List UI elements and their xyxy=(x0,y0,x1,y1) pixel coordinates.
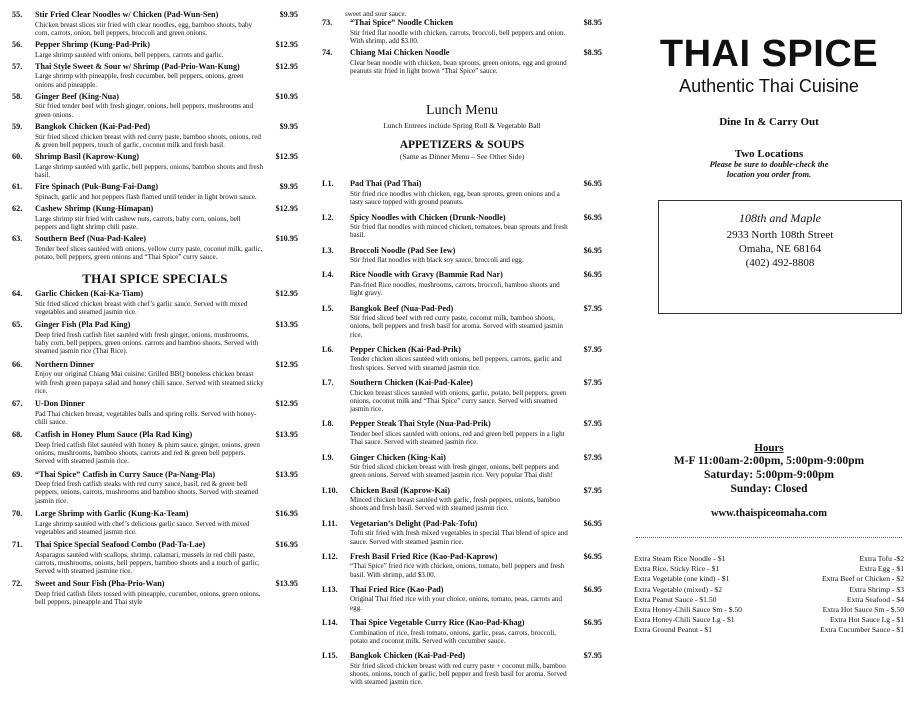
item-description: Spinach, garlic and hot peppers flash flamed until tender in light brown sauce. xyxy=(35,192,257,201)
menu-item xyxy=(12,289,298,316)
item-number: L2. xyxy=(322,212,334,222)
item-number: 64. xyxy=(12,289,23,299)
item-description: Deep fried fresh catfish steaks with red curry sauce, basil, red & green bell peppers, onions, carrots, mushrooms and bamboo shoots. Served with steamed jasmin rice. xyxy=(35,480,259,505)
item-description: Combination of rice, fresh tomato, onions, garlic, peas, carrots, broccoli, potato and coconut milk. Served with cucumber sauce. xyxy=(350,628,557,645)
item-number: L11. xyxy=(322,518,338,528)
menu-item xyxy=(322,519,602,546)
dotted-divider xyxy=(636,537,902,538)
menu-item xyxy=(322,618,602,645)
item-description: Pan-fried Rice noodles, mushrooms, carrots, broccoli, bamboo shoots and light gravy. xyxy=(350,280,560,298)
item-description: Large shrimp stir fried with cashew nuts, carrots, baby corn, onions, bell peppers and light shrimp chili paste. xyxy=(35,214,241,231)
item-number: 73. xyxy=(322,18,333,28)
item-price: $13.95 xyxy=(275,320,298,330)
dine-in-carry-out: Dine In & Carry Out xyxy=(719,116,819,128)
item-price: $6.95 xyxy=(583,179,602,189)
item-number: L7. xyxy=(322,378,334,388)
menu-column-2 xyxy=(322,0,602,692)
item-number: 71. xyxy=(12,540,23,550)
item-price: $9.95 xyxy=(279,10,298,19)
menu-item xyxy=(12,430,298,465)
hours-saturday: Saturday: 5:00pm-9:00pm xyxy=(703,469,834,481)
extra-option: Extra Vegetable (one kind) - $1 xyxy=(634,574,730,584)
item-number: 65. xyxy=(12,320,23,330)
item-name: Southern Chicken (Kai-Pad-Kalee) xyxy=(350,378,473,388)
lunch-menu-subtitle: Lunch Entrees include Spring Roll & Vegetable Ball xyxy=(383,121,541,131)
item-number: L14. xyxy=(322,618,338,627)
extra-option: Extra Hot Sauce Sm - $.50 xyxy=(822,605,904,615)
menu-item xyxy=(12,122,298,149)
item-description: Stir fried rice noodles with chicken, egg, bean sprouts, green onions and a tasty sauce topped with ground peanuts. xyxy=(350,189,560,207)
item-name: Thai Spice Vegetable Curry Rice (Kao-Pad-Khag) xyxy=(350,618,525,627)
restaurant-name: THAI SPICE xyxy=(659,33,879,75)
item-number: 58. xyxy=(12,91,23,101)
item-price: $12.95 xyxy=(275,61,298,71)
item-price: $7.95 xyxy=(583,651,602,661)
item-description: Stir fried flat noodle with chicken, carrots, broccoli, bell peppers and onion. With shrimp, add $3.00. xyxy=(350,28,566,46)
location-street: 2933 North 108th Street xyxy=(726,229,834,241)
item-number: L12. xyxy=(322,551,338,561)
item-description: Stir fried flat noodles with minced chicken, tomatoes, bean sprouts and fresh basil. xyxy=(350,223,568,240)
item-description: Large shrimp sautéed with chef’s delicious garlic sauce. Served with mixed vegetables and steamed jasmin rice. xyxy=(35,519,250,536)
menu-item xyxy=(12,399,298,426)
item-description: Stir fried sliced chicken breast with chef’s garlic sauce. Served with mixed vegetables and steamed jasmin rice. xyxy=(35,299,248,317)
item-description: Tender chicken slices sautéed with onions, bell peppers, carrots, garlic and fresh spices. Served with steamed jasmin rice. xyxy=(350,355,562,372)
item-number: 69. xyxy=(12,469,23,479)
menu-item xyxy=(12,40,298,59)
menu-item xyxy=(12,540,298,575)
location-city: Omaha, NE 68164 xyxy=(738,243,822,255)
item-name: Vegetarian’s Delight (Pad-Pak-Tofu) xyxy=(350,518,478,528)
extra-option: Extra Honey-Chili Sauce Lg - $1 xyxy=(634,615,735,625)
appetizers-title: APPETIZERS & SOUPS xyxy=(399,139,525,152)
extras-list xyxy=(628,554,910,636)
item-name: Garlic Chicken (Kai-Ka-Tiam) xyxy=(35,289,144,299)
item-description: Clear bean noodle with chicken, bean sprouts, green onions, egg and ground peanuts stir fried in light brown “Thai Spice” sauce. xyxy=(350,58,567,76)
website-link[interactable]: www.thaispiceomaha.com xyxy=(710,508,828,519)
extra-option: Extra Rice, Sticky Rice - $1 xyxy=(634,564,720,574)
item-price: $6.95 xyxy=(583,551,602,561)
menu-item xyxy=(322,486,602,513)
item-price: $7.95 xyxy=(583,378,602,388)
item-number: L13. xyxy=(322,584,338,594)
item-name: Pad Thai (Pad Thai) xyxy=(350,179,422,189)
extra-option: Extra Ground Peanut - $1 xyxy=(634,625,713,635)
menu-item xyxy=(322,651,602,686)
menu-item xyxy=(322,48,602,75)
dinner-items-list xyxy=(12,10,298,261)
item-name: Sweet and Sour Fish (Pha-Prio-Wan) xyxy=(35,579,165,589)
item-name: Pepper Shrimp (Kung-Pad-Prik) xyxy=(35,40,150,50)
item-price: $16.95 xyxy=(275,540,298,550)
item-name: “Thai Spice” Noodle Chicken xyxy=(350,18,454,28)
item-number: 61. xyxy=(12,182,23,192)
item-number: L10. xyxy=(322,485,338,495)
item-number: 70. xyxy=(12,509,23,518)
menu-item xyxy=(322,419,602,446)
item-name: Broccoli Noodle (Pad See Iew) xyxy=(350,245,456,255)
menu-item xyxy=(322,453,602,480)
menu-item xyxy=(12,62,298,89)
item-description: Tender beef slices sautéed with onions, yellow curry paste, coconut milk, garlic, potato, bell peppers, green onions and “Thai Spice” curry sauce. xyxy=(35,244,263,261)
extra-option: Extra Peanut Sauce - $1.50 xyxy=(634,594,717,604)
item-price: $7.95 xyxy=(583,485,602,495)
item-description: “Thai Spice” fried rice with chicken, onions, tomato, bell peppers and fresh basil. With shrimp, add $3.00. xyxy=(350,562,565,579)
item-name: Northern Dinner xyxy=(35,359,95,369)
location-note-line-1: Please be sure to double-check the xyxy=(709,160,829,169)
lunch-items-list xyxy=(322,179,602,686)
item-number: 63. xyxy=(12,234,23,244)
restaurant-tagline: Authentic Thai Cuisine xyxy=(679,76,859,96)
item-price: $7.95 xyxy=(583,303,602,313)
item-number: 56. xyxy=(12,40,23,50)
menu-item xyxy=(322,304,602,339)
item-name: Fire Spinach (Puk-Bung-Fai-Dang) xyxy=(35,182,159,192)
menu-item xyxy=(12,182,298,201)
item-price: $6.95 xyxy=(583,518,602,528)
item-number: 67. xyxy=(12,399,23,409)
item-number: L9. xyxy=(322,452,334,462)
location-box xyxy=(658,200,902,314)
location-note-line-2: location you order from. xyxy=(726,170,812,179)
item-price: $12.95 xyxy=(275,399,298,409)
item-number: 60. xyxy=(12,152,23,162)
item-description: Stir fried flat noodles with black soy sauce, broccoli and egg. xyxy=(350,256,524,265)
location-title: 108th and Maple xyxy=(739,211,821,225)
continued-description: sweet and sour sauce. xyxy=(345,10,407,18)
item-price: $13.95 xyxy=(275,430,298,440)
specials-title: THAI SPICE SPECIALS xyxy=(82,271,228,287)
item-price: $8.95 xyxy=(583,18,602,28)
extra-option: Extra Tofu -$2 xyxy=(859,554,904,563)
location-phone: (402) 492-8808 xyxy=(745,257,815,269)
menu-column-1 xyxy=(12,0,298,611)
extra-option: Extra Beef or Chicken - $2 xyxy=(821,574,904,584)
item-number: 68. xyxy=(12,430,23,440)
item-name: Bangkok Beef (Nua-Pad-Ped) xyxy=(350,303,454,313)
menu-item xyxy=(322,378,602,413)
item-description: Stir fried sliced beef with red curry paste, coconut milk, bamboo shoots, onions, bell peppers and fresh basil for aroma. Served with steamed jasmin rice. xyxy=(350,314,563,339)
item-price: $12.95 xyxy=(275,40,298,50)
extra-option: Extra Shrimp - $3 xyxy=(849,584,904,594)
item-name: Ginger Beef (King-Nua) xyxy=(35,91,119,101)
item-price: $6.95 xyxy=(583,212,602,222)
menu-item xyxy=(322,246,602,265)
hours-title: Hours xyxy=(754,442,784,454)
menu-item xyxy=(12,579,298,606)
extra-option: Extra Cucumber Sauce - $1 xyxy=(820,625,904,635)
item-description: Pad Thai chicken breast, vegetables balls and spring rolls. Served with honey-chili sauce. xyxy=(35,409,257,426)
item-number: 66. xyxy=(12,359,23,369)
menu-item xyxy=(322,213,602,240)
item-price: $13.95 xyxy=(275,469,298,479)
item-name: Large Shrimp with Garlic (Kung-Ka-Team) xyxy=(35,509,189,518)
item-number: 74. xyxy=(322,48,333,58)
item-description: Large shrimp sautéed with onions, bell peppers, carrots and garlic. xyxy=(35,50,224,59)
item-number: L3. xyxy=(322,245,334,255)
menu-item xyxy=(322,345,602,372)
menu-item xyxy=(12,204,298,231)
item-number: L15. xyxy=(322,651,338,661)
menu-item xyxy=(12,320,298,355)
item-price: $9.95 xyxy=(279,122,298,132)
item-description: Chicken breast slices sautéed with onions, garlic, potato, bell peppers, green onions, coconut milk and “Thai Spice” curry sauce. Served with steamed jasmin rice. xyxy=(350,388,567,414)
item-number: L1. xyxy=(322,179,334,189)
item-name: Thai Fried Rice (Kao-Pad) xyxy=(350,584,444,594)
item-price: $16.95 xyxy=(275,509,298,518)
item-description: Stir fried tender beef with fresh ginger, onions, bell peppers, mushrooms and green onions. xyxy=(35,102,253,119)
item-description: Stir fried sliced chicken breast with red curry paste, bamboo shoots, onions, red & green bell peppers, touch of garlic, coconut milk and fresh basil. xyxy=(35,132,261,149)
extras-left-list xyxy=(634,554,742,636)
item-name: Ginger Chicken (King-Kai) xyxy=(350,452,446,462)
menu-item xyxy=(12,10,298,37)
item-name: Ginger Fish (Pla Pad King) xyxy=(35,320,131,330)
item-number: 59. xyxy=(12,122,23,132)
item-price: $10.95 xyxy=(275,91,298,101)
item-description: Chicken breast slices stir fried with clear noodles, egg, bamboo shoots, baby corn, carrots, onion, bell peppers, broccoli and green onions. xyxy=(35,20,253,37)
extra-option: Extra Vegetable (mixed) - $2 xyxy=(634,584,722,594)
menu-item xyxy=(322,585,602,612)
item-name: Pepper Steak Thai Style (Nua-Pad-Prik) xyxy=(350,419,491,429)
item-price: $6.95 xyxy=(583,270,602,280)
item-number: L5. xyxy=(322,303,334,313)
lunch-menu-title: Lunch Menu xyxy=(426,103,498,119)
item-price: $8.95 xyxy=(583,48,602,58)
menu-item xyxy=(12,234,298,261)
extras-right-list xyxy=(820,554,904,636)
item-description: Tofu stir fried with fresh mixed vegetables in special Thai blend of spice and sauce. Served with steamed jasmin rice. xyxy=(350,529,568,546)
item-description: Deep fried catfish filets tossed with pineapple, cucumber, onions, green onions, bell peppers, pineapple and Thai style xyxy=(35,589,261,607)
item-number: 62. xyxy=(12,204,23,214)
item-description: Large shrimp sautéed with garlic, bell peppers, onions, bamboo shoots and fresh basil. xyxy=(35,162,264,179)
item-number: L4. xyxy=(322,270,334,280)
info-column xyxy=(628,0,910,636)
specials-list xyxy=(12,289,298,606)
menu-item xyxy=(12,509,298,536)
extra-option: Extra Steam Rice Noodle - $1 xyxy=(634,554,726,563)
item-price: $7.95 xyxy=(583,344,602,354)
item-description: Deep fried fresh catfish filet sautéed with fresh ginger, onions, mushrooms, baby corn, bell peppers, green onions. carrots and bamboo shoots. Served with steamed jasmin rice (Thai Rice). xyxy=(35,330,259,356)
item-description: Asparagus sautéed with scallops, shrimp, calamari, mussels in red chili paste, carrots, mushrooms, onions, bell peppers, bamboo shoots and a touch of garlic, Served with steamed jasmine rice. xyxy=(35,550,260,576)
item-name: Stir Fried Clear Noodles w/ Chicken (Pad-Wun-Sen) xyxy=(35,10,219,19)
item-name: “Thai Spice” Catfish in Curry Sauce (Pa-Nang-Pla) xyxy=(35,469,216,479)
item-description: Enjoy our original Chiang Mai cuisine: Grilled BBQ boneless chicken breast with fresh green papaya salad and honey chili sauce. Served with steamed sticky rice. xyxy=(35,370,264,395)
menu-item xyxy=(322,179,602,206)
item-price: $12.95 xyxy=(275,204,298,214)
item-price: $12.95 xyxy=(275,289,298,299)
item-name: Bangkok Chicken (Kai-Pad-Ped) xyxy=(350,651,466,661)
menu-item xyxy=(322,270,602,297)
extra-option: Extra Seafood - $4 xyxy=(846,594,904,604)
item-price: $10.95 xyxy=(275,234,298,244)
item-price: $6.95 xyxy=(583,618,602,627)
item-description: Stir fried sliced chicken breast with red curry paste + coconut milk, bamboo shoots, onions, touch of garlic, bell pepper and fresh basil for aroma. Served with steamed jasmin rice. xyxy=(350,661,567,687)
menu-item xyxy=(12,92,298,119)
item-name: Thai Spice Special Seafood Combo (Pad-Ta-Lae) xyxy=(35,540,206,550)
item-name: U-Don Dinner xyxy=(35,399,85,409)
item-name: Cashew Shrimp (Kung-Himapan) xyxy=(35,204,154,214)
item-price: $12.95 xyxy=(275,359,298,369)
menu-item xyxy=(12,470,298,505)
extra-option: Extra Honey-Chili Sauce Sm - $.50 xyxy=(634,605,742,615)
extra-option: Extra Egg - $1 xyxy=(859,564,904,574)
menu-item xyxy=(322,552,602,579)
menu-item xyxy=(12,360,298,395)
item-name: Fresh Basil Fried Rice (Kao-Pad-Kaprow) xyxy=(350,551,498,561)
item-name: Shrimp Basil (Kaprow-Kung) xyxy=(35,152,140,162)
item-price: $12.95 xyxy=(275,152,298,162)
appetizers-subtitle: (Same as Dinner Menu – See Other Side) xyxy=(399,152,525,162)
item-description: Minced chicken breast sautéed with garlic, fresh peppers, onions, bamboo shoots and fresh basil. Served with steamed jasmin rice. xyxy=(350,496,560,513)
extra-option: Extra Hot Sauce Lg - $1 xyxy=(829,615,904,625)
item-name: Chiang Mai Chicken Noodle xyxy=(350,48,450,58)
item-description: Original Thai fried rice with your choice, onions, tomato, peas, carrots and egg. xyxy=(350,595,563,612)
item-name: Pepper Chicken (Kai-Pad-Prik) xyxy=(350,344,461,354)
hours-sunday: Sunday: Closed xyxy=(730,483,808,495)
hours-weekday: M-F 11:00am-2:00pm, 5:00pm-9:00pm xyxy=(673,455,865,467)
item-description: Tender beef slices sautéed with onions, red and green bell peppers in a light Thai sauce. Served with steamed jasmin rice. xyxy=(350,429,565,447)
item-name: Catfish in Honey Plum Sauce (Pla Rad King) xyxy=(35,430,193,440)
item-number: 72. xyxy=(12,579,23,589)
item-name: Chicken Basil (Kaprow-Kai) xyxy=(350,485,450,495)
item-description: Deep fried catfish filet sautéed with honey & plum sauce, ginger, onions, green onions, mushrooms, bamboo shoots, carrots and red & green bell peppers. Served with steamed jasmin rice. xyxy=(35,440,260,466)
item-number: L6. xyxy=(322,344,334,354)
item-number: L8. xyxy=(322,419,334,429)
item-price: $7.95 xyxy=(583,419,602,429)
item-description: Stir fried sliced chicken breast with fresh ginger, onions, bell peppers and green onions. Served with steamed jasmin rice. Very popular Thai dish! xyxy=(350,463,559,480)
two-locations: Two Locations xyxy=(734,148,804,160)
item-name: Spicy Noodles with Chicken (Drunk-Noodle) xyxy=(350,212,506,222)
item-price: $13.95 xyxy=(275,579,298,589)
item-description: Large shrimp with pineapple, fresh cucumber, bell peppers, onions, green onions and pineapple. xyxy=(35,72,244,89)
item-price: $7.95 xyxy=(583,452,602,462)
item-name: Bangkok Chicken (Kai-Pad-Ped) xyxy=(35,122,151,132)
item-number: 57. xyxy=(12,61,23,71)
item-number: 55. xyxy=(12,10,23,19)
item-price: $6.95 xyxy=(583,584,602,594)
item-price: $6.95 xyxy=(583,245,602,255)
menu-item xyxy=(322,18,602,45)
item-name: Thai Style Sweet & Sour w/ Shrimp (Pad-Prio-Wan-Kung) xyxy=(35,61,240,71)
item-price: $9.95 xyxy=(279,182,298,192)
item-name: Southern Beef (Nua-Pad-Kalee) xyxy=(35,234,146,244)
item-name: Rice Noodle with Gravy (Bammie Rad Nar) xyxy=(350,270,503,280)
menu-item xyxy=(12,152,298,179)
noodle-items-list xyxy=(322,18,602,75)
